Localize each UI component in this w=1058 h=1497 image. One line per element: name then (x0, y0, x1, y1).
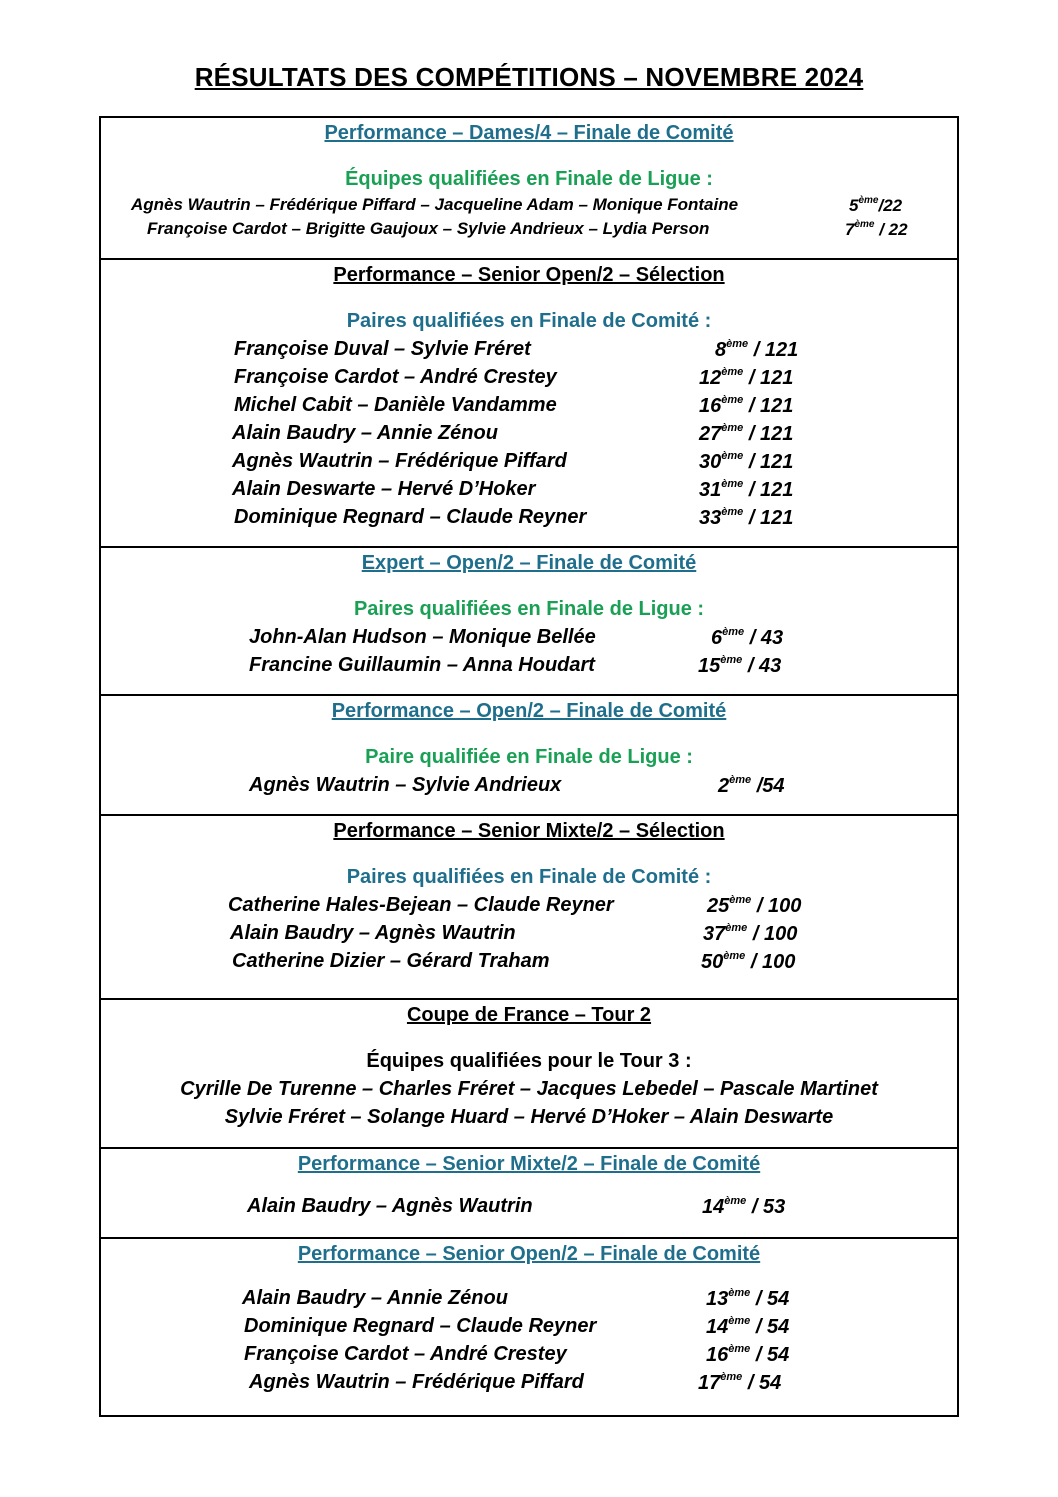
pair-names: Michel Cabit – Danièle Vandamme (234, 394, 557, 416)
pair-names: Dominique Regnard – Claude Reyner (234, 506, 587, 528)
pair-names: Agnès Wautrin – Frédérique Piffard (249, 1371, 584, 1393)
section-coupe-de-france (101, 998, 957, 1149)
rank: 7ème / 22 (845, 219, 908, 239)
rank: 15ème / 43 (698, 654, 782, 677)
section-senior-mixte-selection (101, 814, 957, 1000)
rank: 5ème/22 (849, 195, 903, 215)
section-title: Performance – Open/2 – Finale de Comité (331, 700, 727, 722)
section-title: Expert – Open/2 – Finale de Comité (361, 552, 697, 574)
team-names: Françoise Cardot – Brigitte Gaujoux – Sylvie Andrieux – Lydia Person (147, 219, 710, 238)
section-title: Performance – Senior Open/2 – Finale de Comité (297, 1243, 761, 1265)
pair-names: Dominique Regnard – Claude Reyner (244, 1315, 597, 1337)
section-title: Performance – Senior Mixte/2 – Sélection (333, 820, 725, 842)
team-names: Agnès Wautrin – Frédérique Piffard – Jacqueline Adam – Monique Fontaine (131, 195, 739, 214)
pair-names: Alain Baudry – Agnès Wautrin (230, 922, 516, 944)
result-row (101, 478, 957, 506)
result-row (101, 774, 957, 802)
rank: 13ème / 54 (706, 1287, 790, 1310)
section-title: Performance – Senior Mixte/2 – Finale de Comité (297, 1153, 761, 1175)
team-line: Cyrille De Turenne – Charles Fréret – Jacques Lebedel – Pascale Martinet (180, 1078, 878, 1100)
rank: 16ème / 54 (706, 1343, 790, 1366)
section-subtitle: Paires qualifiées en Finale de Ligue : (353, 598, 705, 620)
result-row (101, 506, 957, 534)
result-row (101, 366, 957, 394)
section-senior-open-finale-comite (101, 1237, 957, 1417)
result-row (101, 338, 957, 366)
pair-names: Agnès Wautrin – Sylvie Andrieux (249, 774, 562, 796)
section-subtitle: Paires qualifiées en Finale de Comité : (346, 866, 712, 888)
section-title: Coupe de France – Tour 2 (406, 1004, 652, 1026)
result-row (101, 950, 957, 978)
pair-names: John-Alan Hudson – Monique Bellée (249, 626, 596, 648)
section-subtitle: Équipes qualifiées en Finale de Ligue : (345, 168, 713, 190)
result-row (101, 422, 957, 450)
rank: 33ème / 121 (699, 506, 794, 529)
section-subtitle: Paire qualifiée en Finale de Ligue : (365, 746, 693, 768)
pair-names: Alain Baudry – Annie Zénou (242, 1287, 508, 1309)
rank: 14ème / 53 (702, 1195, 786, 1218)
result-row (101, 1315, 957, 1343)
rank: 17ème / 54 (698, 1371, 782, 1394)
result-row (101, 1343, 957, 1371)
section-senior-open-selection (101, 258, 957, 548)
team-line: Sylvie Fréret – Solange Huard – Hervé D’Hoker – Alain Deswarte (224, 1106, 834, 1128)
rank: 27ème / 121 (699, 422, 794, 445)
result-row (101, 626, 957, 654)
section-expert-open-finale-comite (101, 546, 957, 696)
section-dames-finale-comite (101, 118, 957, 258)
section-title: Performance – Senior Open/2 – Sélection (333, 264, 725, 286)
result-row (101, 922, 957, 950)
result-row (101, 394, 957, 422)
section-subtitle: Paires qualifiées en Finale de Comité : (346, 310, 712, 332)
result-row (101, 1287, 957, 1315)
rank: 12ème / 121 (699, 366, 794, 389)
result-row (101, 1371, 957, 1399)
result-row (101, 654, 957, 682)
rank: 25ème / 100 (707, 894, 802, 917)
pair-names: Catherine Hales-Bejean – Claude Reyner (228, 894, 614, 916)
rank: 16ème / 121 (699, 394, 794, 417)
section-subtitle: Équipes qualifiées pour le Tour 3 : (366, 1050, 692, 1072)
result-row (101, 450, 957, 478)
result-row (101, 219, 957, 247)
section-senior-mixte-finale-comite (101, 1147, 957, 1239)
pair-names: Alain Baudry – Annie Zénou (232, 422, 498, 444)
page-title: RÉSULTATS DES COMPÉTITIONS – NOVEMBRE 2024 (194, 62, 864, 92)
pair-names: Françoise Duval – Sylvie Fréret (234, 338, 531, 360)
rank: 2ème /54 (718, 774, 785, 797)
rank: 6ème / 43 (711, 626, 784, 649)
pair-names: Francine Guillaumin – Anna Houdart (249, 654, 595, 676)
section-title: Performance – Dames/4 – Finale de Comité (324, 122, 734, 144)
pair-names: Alain Baudry – Agnès Wautrin (247, 1195, 533, 1217)
rank: 30ème / 121 (699, 450, 794, 473)
rank: 14ème / 54 (706, 1315, 790, 1338)
pair-names: Catherine Dizier – Gérard Traham (232, 950, 550, 972)
pair-names: Françoise Cardot – André Crestey (234, 366, 557, 388)
result-row (101, 894, 957, 922)
rank: 50ème / 100 (701, 950, 796, 973)
rank: 8ème / 121 (715, 338, 799, 361)
pair-names: Agnès Wautrin – Frédérique Piffard (232, 450, 567, 472)
results-table (99, 116, 959, 1417)
result-row (101, 1195, 957, 1223)
pair-names: Alain Deswarte – Hervé D’Hoker (232, 478, 536, 500)
rank: 31ème / 121 (699, 478, 794, 501)
rank: 37ème / 100 (703, 922, 798, 945)
pair-names: Françoise Cardot – André Crestey (244, 1343, 567, 1365)
section-performance-open-finale-comite (101, 694, 957, 816)
